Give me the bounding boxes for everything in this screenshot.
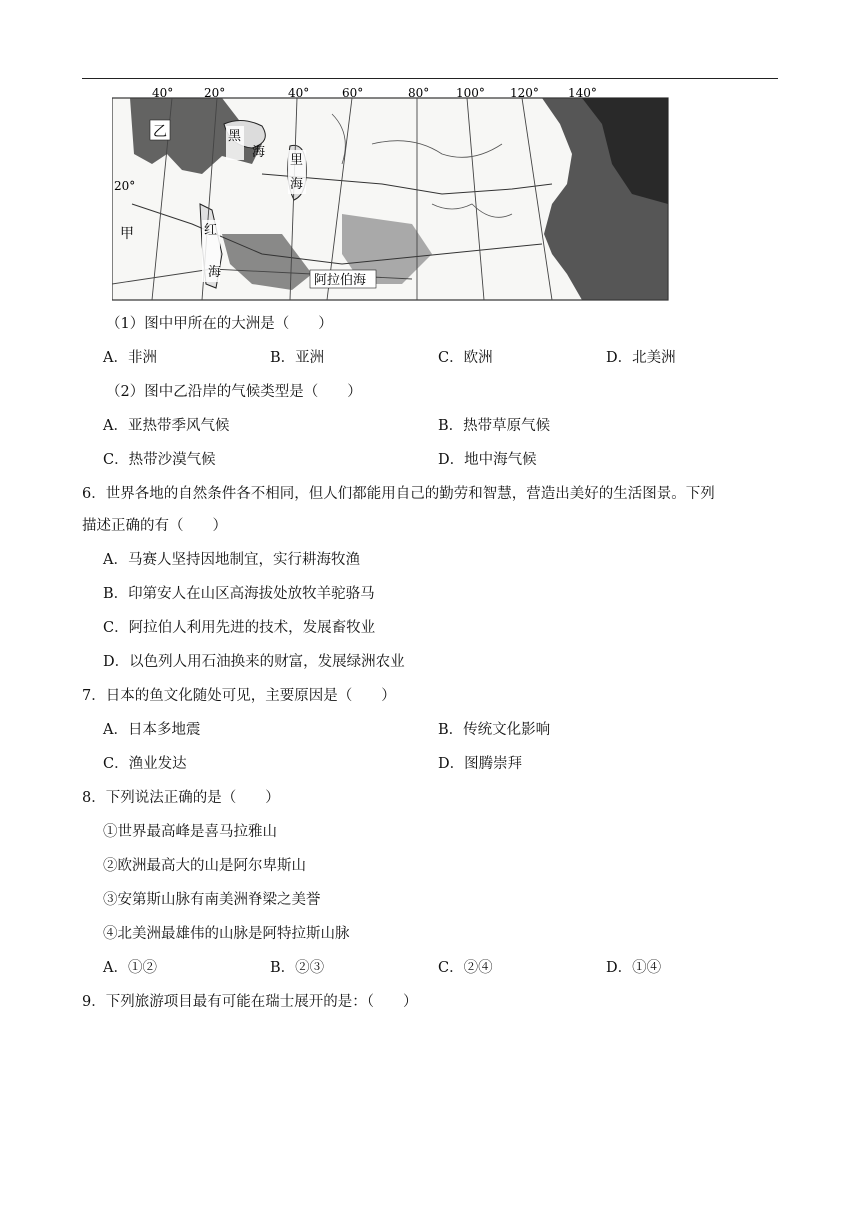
option-a[interactable]: A．日本多地震 <box>103 722 201 738</box>
option-a[interactable]: A．非洲 <box>103 350 157 366</box>
header-rule <box>82 78 778 79</box>
map-label-honghai-1: 红 <box>204 223 218 238</box>
question-8-statement-2: ②欧洲最高大的山是阿尔卑斯山 <box>103 858 306 874</box>
option-d[interactable]: D．①④ <box>606 960 662 976</box>
question-8-statement-3: ③安第斯山脉有南美洲脊梁之美誉 <box>103 892 321 908</box>
map-lon-label: 100° <box>456 86 485 100</box>
map-lon-label: 40° <box>288 86 310 100</box>
option-c[interactable]: C．渔业发达 <box>103 756 187 772</box>
option-a[interactable]: A．亚热带季风气候 <box>103 418 230 434</box>
question-8-statement-4: ④北美洲最雄伟的山脉是阿特拉斯山脉 <box>103 926 350 942</box>
map-label-heihai-2: 海 <box>252 145 266 160</box>
question-8-statement-1: ①世界最高峰是喜马拉雅山 <box>103 824 277 840</box>
question-5-2-stem: （2）图中乙沿岸的气候类型是（ ） <box>106 384 362 400</box>
question-6-stem-line1: 6．世界各地的自然条件各不相同，但人们都能用自己的勤劳和智慧，营造出美好的生活图景。下列 <box>82 486 715 502</box>
map-figure <box>112 84 670 302</box>
map-lon-label: 60° <box>342 86 364 100</box>
map-lon-label: 140° <box>568 86 597 100</box>
map-label-lihai-2: 海 <box>290 177 304 192</box>
map-label-lihai-1: 里 <box>290 153 304 168</box>
option-c[interactable]: C．阿拉伯人利用先进的技术，发展畜牧业 <box>103 620 376 636</box>
map-lon-label: 20° <box>204 86 226 100</box>
option-b[interactable]: B．②③ <box>270 960 325 976</box>
option-a[interactable]: A．①② <box>103 960 157 976</box>
option-b[interactable]: B．传统文化影响 <box>438 722 551 738</box>
map-label-jia: 甲 <box>120 226 134 242</box>
question-5-1-stem: （1）图中甲所在的大洲是（ ） <box>106 316 333 332</box>
option-d[interactable]: D．图腾崇拜 <box>438 756 523 772</box>
map-lat-label: 20° <box>114 179 136 193</box>
option-d[interactable]: D．以色列人用石油换来的财富，发展绿洲农业 <box>103 654 405 670</box>
map-label-heihai-1: 黑 <box>228 129 242 144</box>
map-label-honghai-2: 海 <box>208 265 222 280</box>
map-lon-label: 80° <box>408 86 430 100</box>
map-lon-label: 120° <box>510 86 539 100</box>
question-8-stem: 8．下列说法正确的是（ ） <box>82 790 280 806</box>
question-9-stem: 9．下列旅游项目最有可能在瑞士展开的是：（ ） <box>82 994 418 1010</box>
option-d[interactable]: D．北美洲 <box>606 350 676 366</box>
option-b[interactable]: B．热带草原气候 <box>438 418 551 434</box>
option-c[interactable]: C．热带沙漠气候 <box>103 452 216 468</box>
option-d[interactable]: D．地中海气候 <box>438 452 537 468</box>
question-7-stem: 7．日本的鱼文化随处可见，主要原因是（ ） <box>82 688 396 704</box>
option-c[interactable]: C．②④ <box>438 960 493 976</box>
map-lon-label: 40° <box>152 86 174 100</box>
map-label-arabian-sea: 阿拉伯海 <box>314 273 367 288</box>
option-a[interactable]: A．马赛人坚持因地制宜，实行耕海牧渔 <box>103 552 360 568</box>
question-6-stem-line2: 描述正确的有（ ） <box>82 518 227 534</box>
map-label-yi: 乙 <box>153 124 167 140</box>
option-b[interactable]: B．印第安人在山区高海拔处放牧羊驼骆马 <box>103 586 375 602</box>
option-c[interactable]: C．欧洲 <box>438 350 493 366</box>
option-b[interactable]: B．亚洲 <box>270 350 325 366</box>
